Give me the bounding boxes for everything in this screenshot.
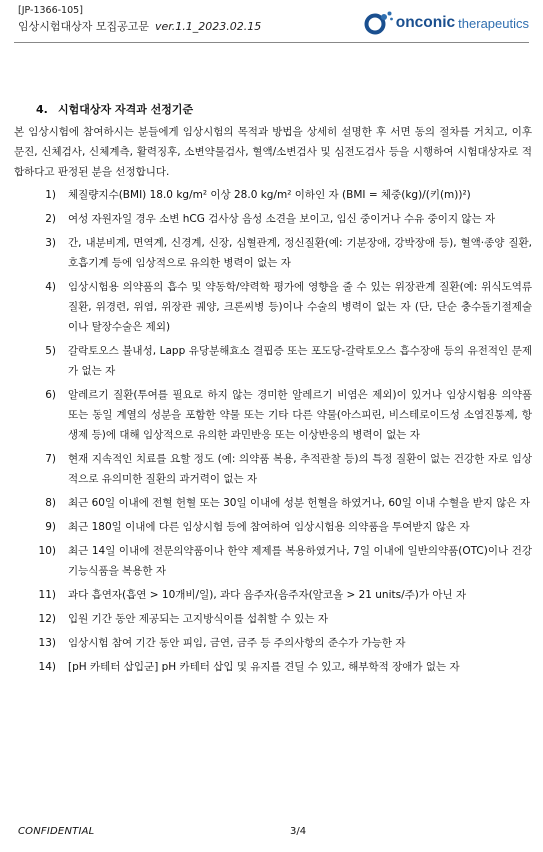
criteria-number: 5): [45, 345, 56, 357]
section-heading: [36, 100, 532, 120]
criteria-text: [pH 카테터 삽입군] pH 카테터 삽입 및 유지를 견딜 수 있고, 해부학적 장애가 없는 자: [68, 661, 460, 673]
criteria-item: [14, 209, 532, 229]
criteria-number: 14): [38, 661, 56, 673]
criteria-text: 알레르기 질환(투여를 필요로 하지 않는 경미한 알레르기 비염은 제외)이 있거나 임상시험용 의약품 또는 동일 계열의 성분을 포함한 약물 또는 기타 다른 약물(아스피린, 비스테로이드성 소염진통제, 항생제 등)에 대해 임상적으로 유의한 과민반응 또는 이상반응의 병력이 없는 자: [68, 389, 532, 441]
criteria-item: [14, 385, 532, 445]
criteria-text: 최근 60일 이내에 전혈 헌혈 또는 30일 이내에 성분 헌혈을 하였거나, 60일 이내 수혈을 받지 않은 자: [68, 497, 530, 509]
document-title-text: 임상시험대상자 모집공고문: [18, 20, 150, 33]
logo-sub-text: therapeutics: [458, 15, 529, 31]
document-version: ver.1.1_2023.02.15: [155, 20, 262, 33]
criteria-text: 최근 14일 이내에 전문의약품이나 한약 제제를 복용하였거나, 7일 이내에 일반의약품(OTC)이나 건강기능식품을 복용한 자: [68, 545, 532, 577]
criteria-number: 7): [45, 453, 56, 465]
criteria-item: [14, 185, 532, 205]
criteria-number: 6): [45, 389, 56, 401]
criteria-number: 1): [45, 189, 56, 201]
footer-page-number: 3/4: [290, 826, 307, 837]
criteria-text: 현재 지속적인 치료를 요할 정도 (예: 의약품 복용, 추적관찰 등)의 특정 질환이 없는 건강한 자로 임상적으로 유의미한 질환의 과거력이 없는 자: [68, 453, 532, 485]
criteria-text: 임상시험 참여 기간 동안 피임, 금연, 금주 등 주의사항의 준수가 가능한 자: [68, 637, 406, 649]
section-number: 4.: [36, 103, 48, 116]
criteria-number: 2): [45, 213, 56, 225]
criteria-list: [14, 185, 532, 677]
criteria-item: [14, 233, 532, 273]
criteria-text: 갈락토오스 불내성, Lapp 유당분해효소 결핍증 또는 포도당-갈락토오스 흡수장애 등의 유전적인 문제가 없는 자: [68, 345, 532, 377]
criteria-item: [14, 449, 532, 489]
criteria-text: 입원 기간 동안 제공되는 고지방식이를 섭취할 수 있는 자: [68, 613, 328, 625]
criteria-item: [14, 541, 532, 581]
criteria-number: 10): [38, 545, 56, 557]
criteria-item: [14, 341, 532, 381]
criteria-number: 13): [38, 637, 56, 649]
criteria-text: 체질량지수(BMI) 18.0 kg/m² 이상 28.0 kg/m² 이하인 자 (BMI = 체중(kg)/(키(m))²): [68, 189, 471, 201]
criteria-number: 11): [38, 589, 56, 601]
document-id: [JP-1366-105]: [18, 5, 83, 16]
criteria-number: 4): [45, 281, 56, 293]
section-title: 시험대상자 자격과 선정기준: [58, 103, 194, 116]
criteria-item: [14, 657, 532, 677]
criteria-text: 여성 자원자일 경우 소변 hCG 검사상 음성 소견을 보이고, 임신 중이거나 수유 중이지 않는 자: [68, 213, 496, 225]
criteria-number: 12): [38, 613, 56, 625]
criteria-item: [14, 493, 532, 513]
criteria-text: 최근 180일 이내에 다른 임상시험 등에 참여하여 임상시험용 의약품을 투여받지 않은 자: [68, 521, 470, 533]
criteria-number: 9): [45, 521, 56, 533]
criteria-item: [14, 277, 532, 337]
company-logo: [364, 10, 529, 36]
criteria-item: [14, 517, 532, 537]
onconic-logo-icon: [364, 10, 394, 36]
logo-brand-text: onconic: [395, 14, 456, 31]
criteria-number: 8): [45, 497, 56, 509]
main-content: [14, 100, 532, 681]
criteria-text: 과다 흡연자(흡연 > 10개비/일), 과다 음주자(음주자(알코올 > 21 units/주)가 아닌 자: [68, 589, 467, 601]
footer-confidential: CONFIDENTIAL: [18, 826, 95, 837]
criteria-item: [14, 633, 532, 653]
criteria-number: 3): [45, 237, 56, 249]
criteria-text: 임상시험용 의약품의 흡수 및 약동학/약력학 평가에 영향을 줄 수 있는 위장관계 질환(예: 위식도역류질환, 위경련, 위염, 위장관 궤양, 크론씨병 등)이나 수술의 병력이 없는 자 (단, 단순 충수돌기절제술 이나 탈장수술은 제외): [68, 281, 532, 333]
criteria-item: [14, 585, 532, 605]
document-title: [18, 18, 261, 34]
criteria-item: [14, 609, 532, 629]
criteria-text: 간, 내분비계, 면역계, 신경계, 신장, 심혈관계, 정신질환(예: 기분장애, 강박장애 등), 혈액·종양 질환, 호흡기계 등에 임상적으로 유의한 병력이 없는 자: [68, 237, 532, 269]
header-divider: [14, 42, 529, 43]
section-intro: 본 임상시험에 참여하시는 분들에게 임상시험의 목적과 방법을 상세히 설명한 후 서면 동의 절차를 거치고, 이후 문진, 신체검사, 신체계측, 활력징후, 소변약물검사, 혈액/소변검사 및 심전도검사 등을 시행하여 시험대상자로 적합하다고 판정된 분을 선정합니다.: [14, 126, 532, 178]
